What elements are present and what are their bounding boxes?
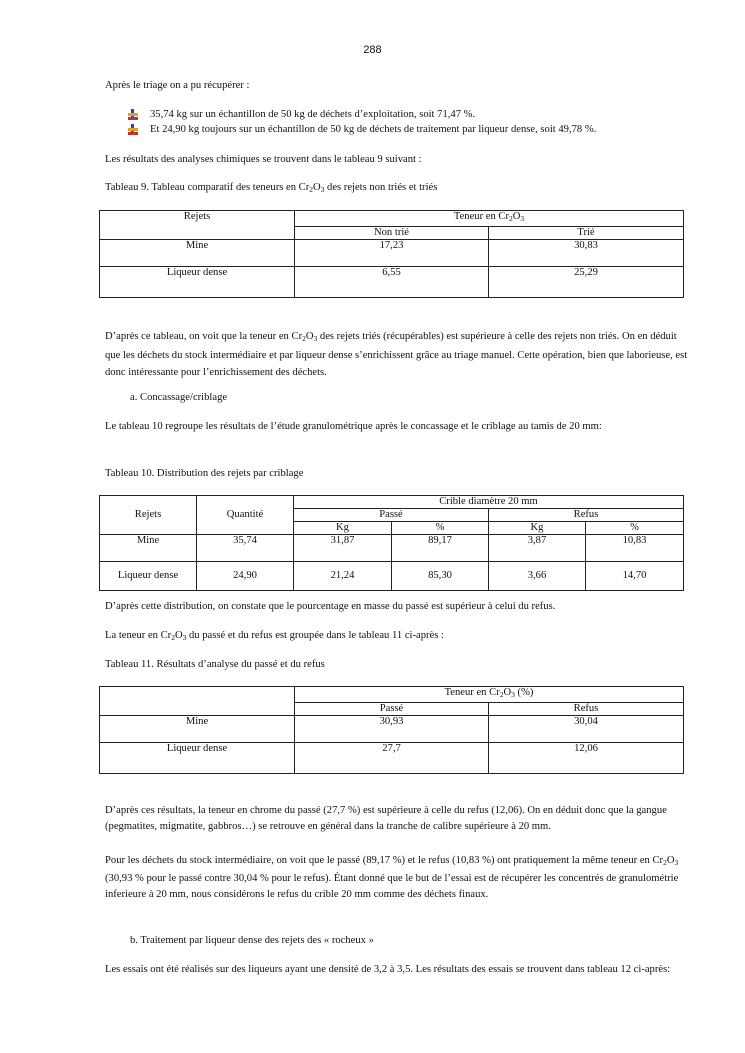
table10-intro: Le tableau 10 regroupe les résultats de l’étude granulométrique après le concassage et le criblage au tamis de 20 mm: bbox=[105, 421, 602, 432]
table10-header-kg: Kg bbox=[489, 522, 586, 535]
bullet-icon bbox=[128, 124, 138, 135]
paragraph-after-table10: D’après cette distribution, on constate que le pourcentage en masse du passé est supérieur à celui du refus. bbox=[105, 601, 556, 612]
table10-header-pct: % bbox=[586, 522, 684, 535]
intro-text: Après le triage on a pu récupérer : bbox=[105, 80, 250, 91]
table11-header-empty bbox=[100, 687, 295, 716]
table11-intro: La teneur en $Cr_2O_3$ du passé et du refus est groupée dans le tableau 11 ci-après : bbox=[105, 630, 444, 642]
table10-header-passe: Passé bbox=[294, 509, 489, 522]
table9-header-non-trie: Non trié bbox=[295, 226, 489, 239]
table10 bbox=[99, 495, 684, 591]
table-row: Mine 17,23 30,83 bbox=[100, 240, 684, 267]
table10-caption: Tableau 10. Distribution des rejets par criblage bbox=[105, 468, 304, 479]
paragraph-after-table9: D’après ce tableau, on voit que la teneur en $Cr_2O_3$ des rejets triés (récupérables) est supérieure à celle des rejets non triés. On en déduit que les déchets du stock intermédiaire et par liqueur dense s’enrichissent grâce au triage manuel. Cette opération, bien que laborieuse, est donc intéressante pour l’enrichissement des déchets. bbox=[105, 331, 688, 378]
list-item bbox=[128, 107, 688, 122]
table10-header-refus: Refus bbox=[489, 509, 684, 522]
paragraph-after-table11: D’après ces résultats, la teneur en chrome du passé (27,7 %) est supérieure à celle du refus (12,06). On en déduit donc que la gangue (pegmatites, migmatite, gabbros…) se retrouve en général dans la tranche de calibre supérieure à 20 mm. bbox=[105, 805, 667, 832]
final-paragraph: Les essais ont été réalisés sur des liqueurs ayant une densité de 3,2 à 3,5. Les résultats des essais se trouvent dans tableau 12 ci-après: bbox=[105, 964, 671, 975]
table9-header-teneur: Teneur en $Cr_2O_3$ bbox=[295, 211, 684, 227]
table-row: Liqueur dense 24,90 21,24 85,30 3,66 14,70 bbox=[100, 562, 684, 591]
paragraph-stock-intermediaire: Pour les déchets du stock intermédiaire, on voit que le passé (89,17 %) et le refus (10,83 %) ont pratiquement la même teneur en $Cr_2O_3$ (30,93 % pour le passé contre 30,04 % pour le refus). Étant donné que le but de l’essai est de récupérer les concentrés de granulométrie inferieure à 20 mm, nous considérons le refus du crible 20 mm comme des déchets finaux. bbox=[105, 855, 679, 900]
table-row: Mine 30,93 30,04 bbox=[100, 716, 684, 743]
table10-header-crible: Crible diamètre 20 mm bbox=[294, 496, 684, 509]
bullet-text: 35,74 kg sur un échantillon de 50 kg de déchets d’exploitation, soit 71,47 %. bbox=[150, 108, 476, 120]
list-item bbox=[128, 122, 688, 137]
bullet-text: Et 24,90 kg toujours sur un échantillon de 50 kg de déchets de traitement par liqueur dense, soit 49,78 %. bbox=[150, 123, 597, 135]
results-intro: Les résultats des analyses chimiques se trouvent dans le tableau 9 suivant : bbox=[105, 154, 422, 165]
bullet-list bbox=[128, 107, 688, 137]
bullet-icon bbox=[128, 109, 138, 120]
table9-header-rejets: Rejets bbox=[100, 211, 295, 240]
table11-header-teneur: Teneur en $Cr_2O_3$ (%) bbox=[295, 687, 684, 703]
table10-header-rejets: Rejets bbox=[100, 496, 197, 535]
table11 bbox=[99, 686, 684, 774]
table9 bbox=[99, 210, 684, 298]
table9-caption: Tableau 9. Tableau comparatif des teneurs en $Cr_2O_3$ des rejets non triés et triés bbox=[105, 182, 438, 194]
section-a-heading: a. Concassage/criblage bbox=[130, 392, 228, 403]
table-row: Liqueur dense 27,7 12,06 bbox=[100, 743, 684, 774]
table11-caption: Tableau 11. Résultats d’analyse du passé et du refus bbox=[105, 659, 325, 670]
section-b-heading: b. Traitement par liqueur dense des rejets des « rocheux » bbox=[130, 935, 374, 946]
table9-header-trie: Trié bbox=[489, 226, 684, 239]
table10-header-pct: % bbox=[392, 522, 489, 535]
table11-header-passe: Passé bbox=[295, 702, 489, 715]
table-row: Liqueur dense 6,55 25,29 bbox=[100, 267, 684, 298]
page-number: 288 bbox=[363, 44, 382, 56]
table11-header-refus: Refus bbox=[489, 702, 684, 715]
table10-header-quantite: Quantité bbox=[197, 496, 294, 535]
table-row: Mine 35,74 31,87 89,17 3,87 10,83 bbox=[100, 535, 684, 562]
table10-header-kg: Kg bbox=[294, 522, 392, 535]
